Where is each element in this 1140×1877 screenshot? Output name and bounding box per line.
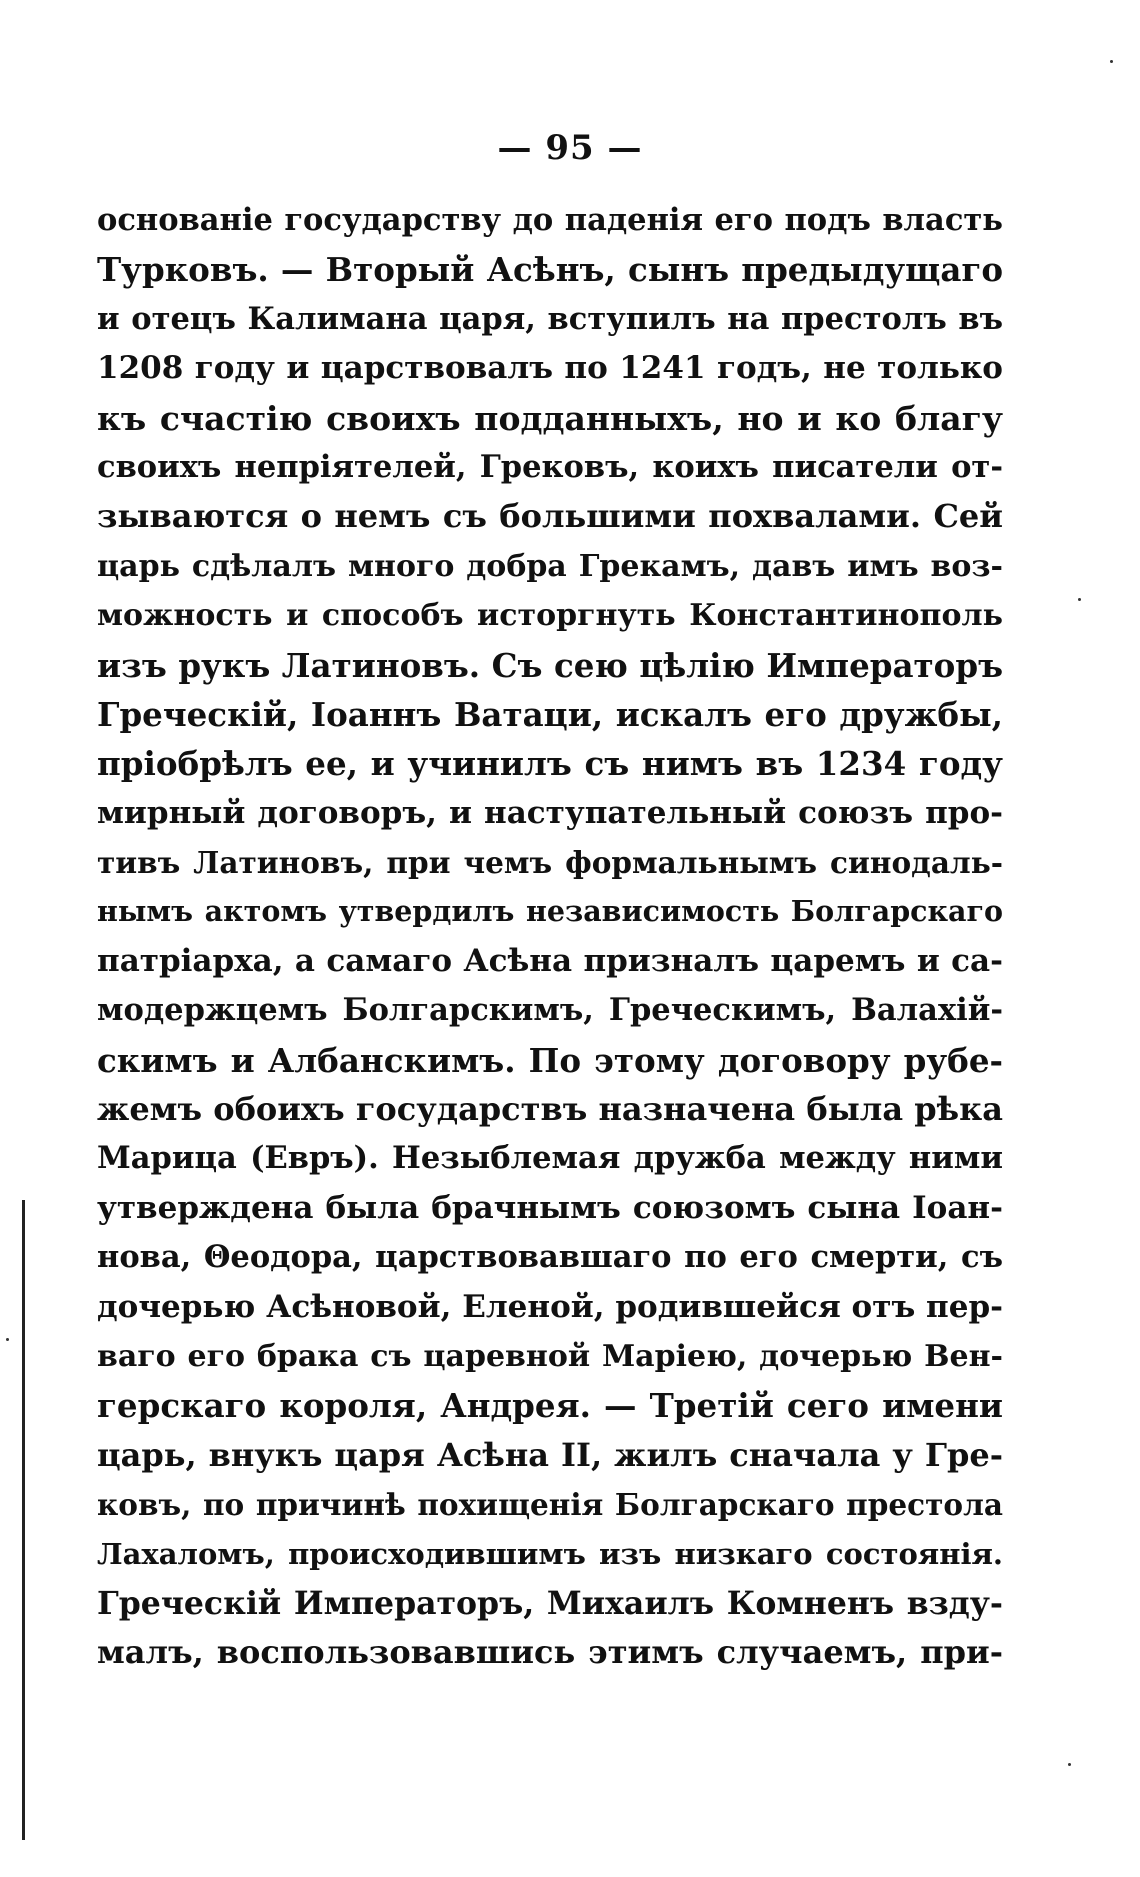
text-line: 1208 году и царствовалъ по 1241 годъ, не только: [97, 350, 1003, 387]
text-line: царь, внукъ царя Асѣна II, жилъ сначала у Гре-: [97, 1435, 1003, 1474]
scan-speck: [1110, 60, 1113, 63]
text-line: утверждена была брачнымъ союзомъ сына Іоан-: [97, 1189, 1003, 1226]
text-line: нова, Θеодора, царствовавшаго по его смерти, съ: [97, 1239, 1003, 1276]
scan-speck: [6, 1338, 9, 1341]
scan-binding-edge: [22, 1200, 25, 1840]
text-line: ковъ, по причинѣ похищенія Болгарскаго престола: [97, 1487, 1003, 1523]
text-line: модержцемъ Болгарскимъ, Греческимъ, Валахій-: [97, 992, 1003, 1029]
text-line: герскаго короля, Андрея. — Третій сего имени: [97, 1386, 1003, 1426]
text-line: Турковъ. — Вторый Асѣнъ, сынъ предыдущаго: [97, 250, 1003, 290]
text-line: Лахаломъ, происходившимъ изъ низкаго состоянія.: [97, 1536, 1003, 1571]
text-line: ваго его брака съ царевной Маріею, дочерью Вен-: [97, 1338, 1003, 1374]
text-line: нымъ актомъ утвердилъ независимость Болгарскаго: [97, 894, 1003, 929]
text-line: царь сдѣлалъ много добра Грекамъ, давъ имъ воз-: [97, 548, 1003, 584]
text-line: Греческій, Іоаннъ Ватаци, искалъ его дружбы,: [97, 694, 1003, 734]
text-line: можность и способъ исторгнуть Константинополь: [97, 598, 1003, 634]
text-line: мирный договоръ, и наступательный союзъ про-: [97, 794, 1003, 831]
text-line: тивъ Латиновъ, при чемъ формальнымъ синодаль-: [97, 845, 1003, 881]
text-line: жемъ обоихъ государствъ назначена была рѣка: [97, 1090, 1003, 1129]
text-line: дочерью Асѣновой, Еленой, родившейся отъ пер-: [97, 1288, 1003, 1325]
text-line: основаніе государству до паденія его подъ власть: [97, 202, 1003, 238]
body-text: [97, 196, 1003, 1678]
text-line: малъ, воспользовавшись этимъ случаемъ, при-: [97, 1633, 1003, 1672]
text-line: Греческій Императоръ, Михаилъ Комненъ взду-: [97, 1584, 1003, 1622]
text-line: патріарха, а самаго Асѣна призналъ царемъ и са-: [97, 942, 1003, 979]
scan-speck: [1078, 598, 1081, 601]
text-line: своихъ непріятелей, Грековъ, коихъ писатели от-: [97, 448, 1003, 485]
text-line: пріобрѣлъ ее, и учинилъ съ нимъ въ 1234 году: [97, 744, 1003, 784]
text-line: и отецъ Калимана царя, вступилъ на престолъ въ: [97, 300, 1003, 337]
text-line: скимъ и Албанскимъ. По этому договору рубе-: [97, 1040, 1003, 1080]
text-line: къ счастію своихъ подданныхъ, но и ко благу: [97, 398, 1003, 438]
text-line: Марица (Евръ). Незыблемая дружба между ними: [97, 1140, 1003, 1177]
text-line: изъ рукъ Латиновъ. Съ сею цѣлію Императоръ: [97, 645, 1003, 685]
text-line: зываются о немъ съ большими похвалами. Сей: [97, 497, 1003, 536]
scan-speck: [1068, 1763, 1071, 1766]
page-number: — 95 —: [497, 128, 643, 168]
